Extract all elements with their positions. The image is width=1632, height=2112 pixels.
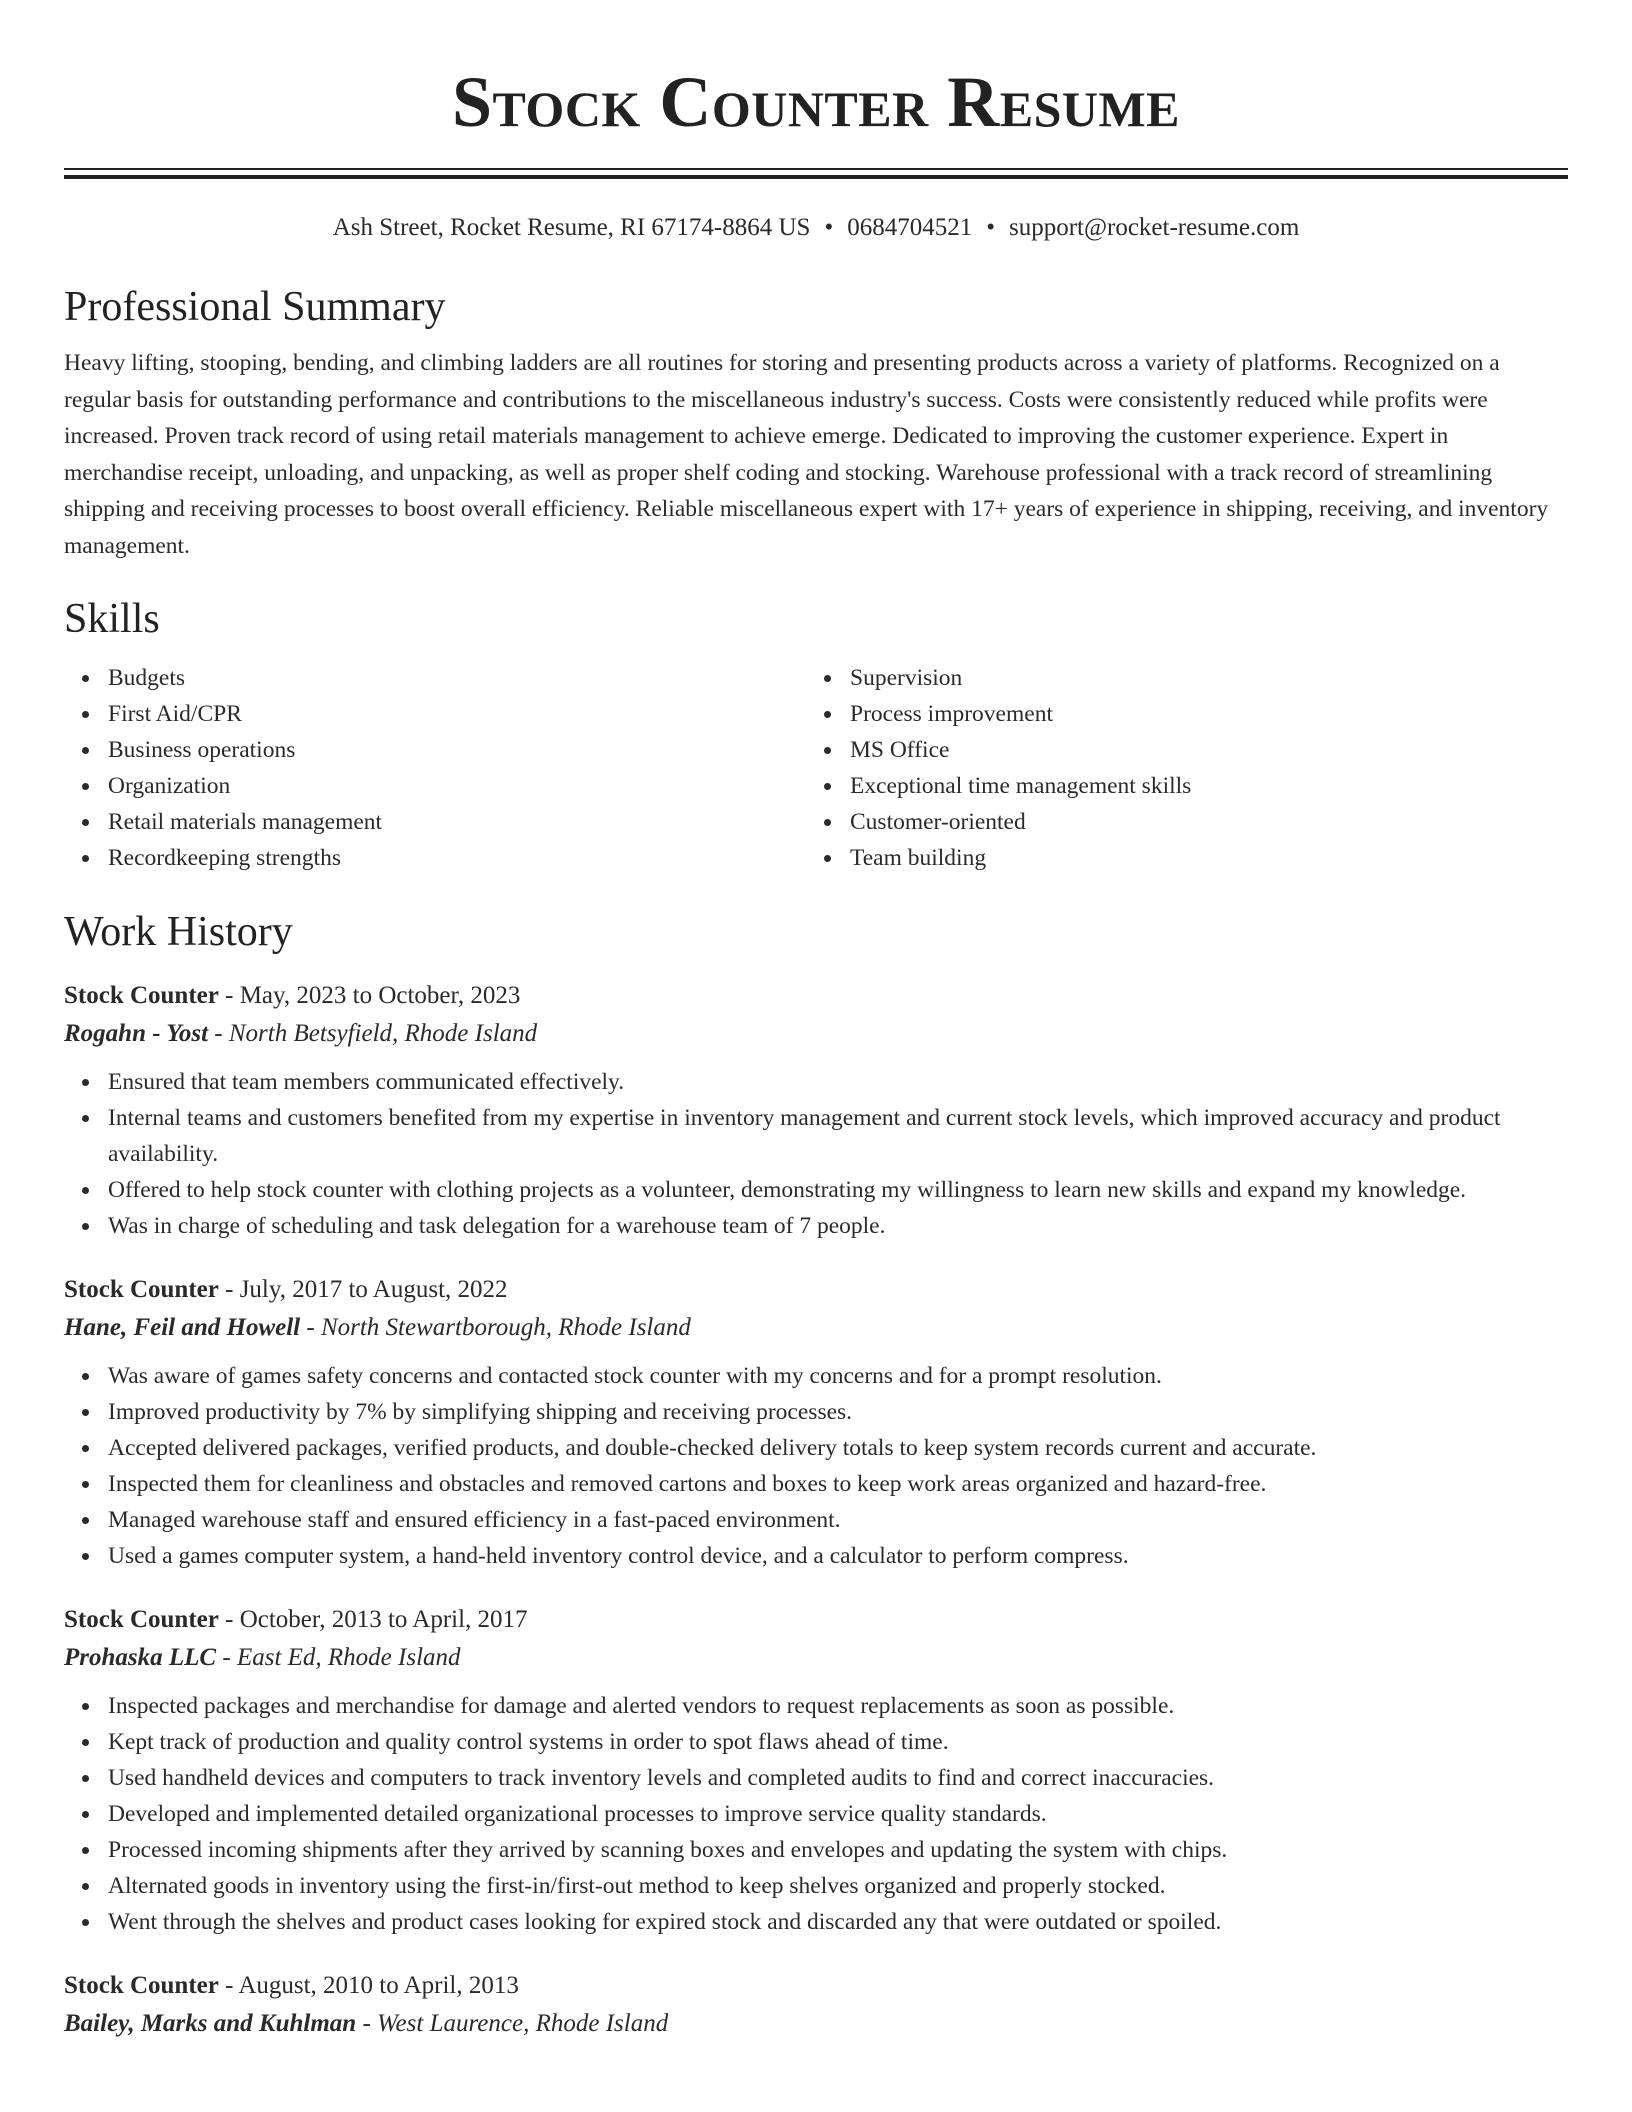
contact-email: support@rocket-resume.com (1008, 214, 1300, 241)
dash-separator: - (222, 1644, 231, 1671)
job-entry (64, 1968, 1568, 2044)
skill-item: Team building (850, 840, 1548, 876)
duty-item: Alternated goods in inventory using the first-in/first-out method to keep shelves organized and properly stocked. (108, 1868, 1568, 1904)
job-dates: August, 2010 to April, 2013 (238, 1972, 519, 1999)
contact-address: Ash Street, Rocket Resume, RI 67174-8864 US (332, 214, 811, 241)
job-title-line (64, 978, 1568, 1014)
skill-item: Organization (108, 768, 806, 804)
job-entry (64, 978, 1568, 1244)
skill-item: Supervision (850, 660, 1548, 696)
job-company: Bailey, Marks and Kuhlman (64, 2010, 357, 2037)
duty-item: Processed incoming shipments after they arrived by scanning boxes and envelopes and updating the system with chips. (108, 1832, 1568, 1868)
contact-line (64, 213, 1568, 243)
job-company: Hane, Feil and Howell (64, 1314, 301, 1341)
job-role: Stock Counter (64, 1606, 219, 1633)
skill-item: Business operations (108, 732, 806, 768)
summary-text: Heavy lifting, stooping, bending, and climbing ladders are all routines for storing and presenting products across a variety of platforms. Recognized on a regular basis for outstanding performance and contributions to the miscellaneous industry's success. Costs were consistently reduced while profits were increased. Proven track record of using retail materials management to achieve emerge. Dedicated to improving the customer experience. Expert in merchandise receipt, unloading, and unpacking, as well as proper shelf coding and stocking. Warehouse professional with a track record of streamlining shipping and receiving processes to boost overall efficiency. Reliable miscellaneous expert with 17+ years of experience in shipping, receiving, and inventory management. (64, 350, 1549, 559)
job-duties (64, 1064, 1568, 1244)
duty-item: Inspected them for cleanliness and obstacles and removed cartons and boxes to keep work areas organized and hazard-free. (108, 1466, 1568, 1502)
contact-separator: • (824, 214, 834, 241)
job-role: Stock Counter (64, 982, 219, 1009)
job-duties (64, 1688, 1568, 1940)
dash-separator: - (225, 1972, 234, 1999)
job-company-line (64, 2004, 1568, 2044)
job-title-line (64, 1272, 1568, 1308)
dash-separator: - (214, 1020, 223, 1047)
job-company-line (64, 1308, 1568, 1348)
job-role: Stock Counter (64, 1276, 219, 1303)
dash-separator: - (362, 2010, 371, 2037)
job-dates: May, 2023 to October, 2023 (239, 982, 521, 1009)
skill-item: Exceptional time management skills (850, 768, 1548, 804)
skills-heading: Skills (64, 596, 160, 642)
contact-phone: 0684704521 (847, 214, 973, 241)
page-title: Stock Counter Resume (451, 62, 1181, 142)
skill-item: MS Office (850, 732, 1548, 768)
job-entry (64, 1602, 1568, 1940)
dash-separator: - (225, 1276, 234, 1303)
skills-column-right (806, 660, 1548, 876)
duty-item: Kept track of production and quality control systems in order to spot flaws ahead of time. (108, 1724, 1568, 1760)
job-company-line (64, 1014, 1568, 1054)
title-divider (64, 168, 1568, 179)
duty-item: Accepted delivered packages, verified products, and double-checked delivery totals to keep system records current and accurate. (108, 1430, 1568, 1466)
job-company: Prohaska LLC (64, 1644, 217, 1671)
job-company: Rogahn - Yost (64, 1020, 209, 1047)
dash-separator: - (225, 982, 234, 1009)
dash-separator: - (225, 1606, 234, 1633)
job-duties (64, 1358, 1568, 1574)
job-location: West Laurence, Rhode Island (377, 2010, 669, 2037)
duty-item: Developed and implemented detailed organizational processes to improve service quality standards. (108, 1796, 1568, 1832)
job-role: Stock Counter (64, 1972, 219, 1999)
duty-item: Ensured that team members communicated effectively. (108, 1064, 1568, 1100)
contact-separator: • (986, 214, 995, 241)
job-title-line (64, 1968, 1568, 2004)
job-location: North Stewartborough, Rhode Island (320, 1314, 691, 1341)
skill-item: Customer-oriented (850, 804, 1548, 840)
skill-item: Process improvement (850, 696, 1548, 732)
job-dates: October, 2013 to April, 2017 (239, 1606, 528, 1633)
skill-item: Budgets (108, 660, 806, 696)
skills-grid (64, 660, 1568, 876)
duty-item: Improved productivity by 7% by simplifying shipping and receiving processes. (108, 1394, 1568, 1430)
job-entry (64, 1272, 1568, 1574)
skills-column-left (64, 660, 806, 876)
job-dates: July, 2017 to August, 2022 (239, 1276, 508, 1303)
duty-item: Offered to help stock counter with clothing projects as a volunteer, demonstrating my willingness to learn new skills and expand my knowledge. (108, 1172, 1568, 1208)
skill-item: Retail materials management (108, 804, 806, 840)
duty-item: Was in charge of scheduling and task delegation for a warehouse team of 7 people. (108, 1208, 1568, 1244)
job-location: North Betsyfield, Rhode Island (228, 1020, 538, 1047)
work-history-heading: Work History (64, 909, 293, 955)
job-company-line (64, 1638, 1568, 1678)
skill-item: First Aid/CPR (108, 696, 806, 732)
dash-separator: - (306, 1314, 315, 1341)
duty-item: Used handheld devices and computers to track inventory levels and completed audits to find and correct inaccuracies. (108, 1760, 1568, 1796)
job-title-line (64, 1602, 1568, 1638)
duty-item: Was aware of games safety concerns and contacted stock counter with my concerns and for a prompt resolution. (108, 1358, 1568, 1394)
duty-item: Went through the shelves and product cases looking for expired stock and discarded any that were outdated or spoiled. (108, 1904, 1568, 1940)
summary-heading: Professional Summary (64, 284, 446, 330)
job-location: East Ed, Rhode Island (236, 1644, 461, 1671)
duty-item: Inspected packages and merchandise for damage and alerted vendors to request replacements as soon as possible. (108, 1688, 1568, 1724)
duty-item: Used a games computer system, a hand-held inventory control device, and a calculator to perform compress. (108, 1538, 1568, 1574)
duty-item: Internal teams and customers benefited from my expertise in inventory management and current stock levels, which improved accuracy and product availability. (108, 1100, 1568, 1172)
skill-item: Recordkeeping strengths (108, 840, 806, 876)
duty-item: Managed warehouse staff and ensured efficiency in a fast-paced environment. (108, 1502, 1568, 1538)
